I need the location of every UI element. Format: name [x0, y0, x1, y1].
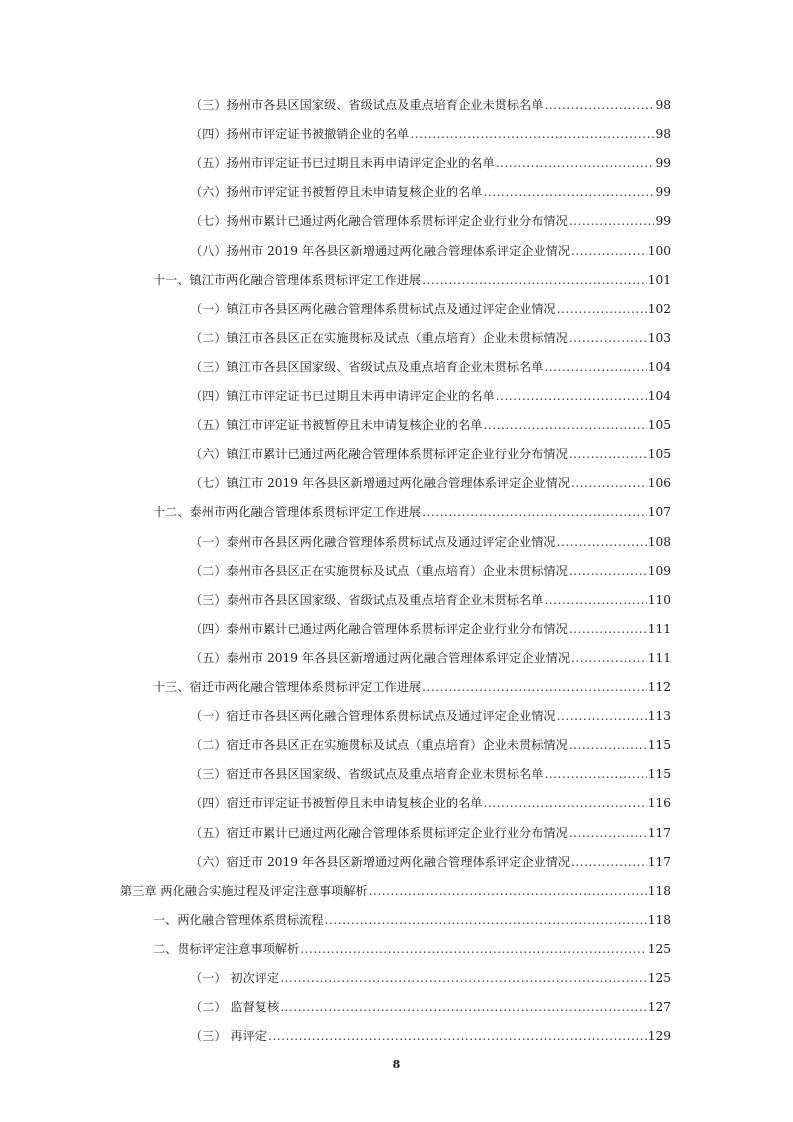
toc-entry-label: （四）泰州市累计已通过两化融合管理体系贯标评定企业行业分布情况 — [190, 621, 568, 636]
toc-entry-label: 一、两化融合管理体系贯标流程 — [153, 912, 324, 927]
toc-entry-label: （六）镇江市累计已通过两化融合管理体系贯标评定企业行业分布情况 — [190, 447, 568, 462]
toc-entry[interactable] — [190, 563, 671, 579]
toc-entry-page: 100 — [647, 243, 671, 258]
toc-leader-dots — [300, 941, 646, 957]
toc-entry-page: 115 — [647, 738, 671, 753]
toc-entry[interactable] — [190, 155, 671, 171]
toc-entry-label: 二、贯标评定注意事项解析 — [153, 941, 300, 956]
toc-entry-label: （一）镇江市各县区两化融合管理体系贯标试点及通过评定企业情况 — [190, 301, 556, 316]
toc-entry-page: 117 — [647, 854, 671, 869]
toc-leader-dots — [544, 766, 646, 782]
toc-entry[interactable] — [190, 184, 671, 200]
toc-entry-label: （六）宿迁市 2019 年各县区新增通过两化融合管理体系评定企业情况 — [190, 854, 571, 869]
toc-entry[interactable] — [190, 126, 671, 142]
toc-leader-dots — [557, 708, 647, 724]
toc-entry[interactable] — [120, 883, 671, 899]
toc-entry-page: 118 — [647, 883, 671, 898]
toc-entry-page: 125 — [647, 971, 671, 985]
toc-entry-page: 103 — [647, 330, 671, 345]
toc-leader-dots — [544, 359, 646, 375]
toc-leader-dots — [569, 621, 647, 637]
toc-leader-dots — [569, 213, 655, 229]
toc-leader-dots — [569, 737, 647, 753]
toc-leader-dots — [544, 97, 654, 113]
toc-entry[interactable] — [153, 912, 671, 928]
toc-entry-label: （三）宿迁市各县区国家级、省级试点及重点培育企业未贯标名单 — [190, 767, 544, 782]
toc-leader-dots — [410, 126, 654, 142]
toc-entry-label: （二）宿迁市各县区正在实施贯标及试点（重点培育）企业未贯标情况 — [190, 738, 568, 753]
toc-entry-page: 116 — [647, 796, 671, 811]
toc-entry-page: 98 — [655, 98, 671, 112]
toc-entry-label: 第三章 两化融合实施过程及评定注意事项解析 — [120, 883, 368, 898]
toc-leader-dots — [571, 650, 647, 666]
toc-entry[interactable] — [190, 359, 671, 375]
toc-entry-label: （五）泰州市 2019 年各县区新增通过两化融合管理体系评定企业情况 — [190, 650, 571, 665]
toc-entry[interactable] — [190, 854, 671, 870]
toc-leader-dots — [280, 970, 647, 986]
toc-entry[interactable] — [153, 941, 671, 957]
toc-entry-page: 129 — [647, 1029, 671, 1044]
toc-entry-label: （七）镇江市 2019 年各县区新增通过两化融合管理体系评定企业情况 — [190, 476, 571, 491]
toc-leader-dots — [369, 883, 647, 899]
toc-leader-dots — [268, 1028, 647, 1044]
toc-leader-dots — [325, 912, 647, 928]
toc-leader-dots — [571, 243, 647, 259]
toc-entry-label: （五）扬州市评定证书已过期且未再申请评定企业的名单 — [190, 156, 495, 171]
toc-entry-page: 111 — [647, 650, 671, 665]
toc-entry-label: （二） 监督复核 — [190, 1000, 280, 1015]
page-number: 8 — [392, 1058, 401, 1071]
toc-entry[interactable] — [190, 534, 671, 550]
toc-entry-label: 十二、泰州市两化融合管理体系贯标评定工作进展 — [153, 505, 422, 520]
toc-entry-label: （二）泰州市各县区正在实施贯标及试点（重点培育）企业未贯标情况 — [190, 563, 568, 578]
toc-entry-page: 106 — [647, 476, 671, 491]
toc-entry-page: 118 — [647, 912, 671, 927]
toc-entry-page: 109 — [647, 563, 671, 578]
toc-entry-label: （五）镇江市评定证书被暂停且未申请复核企业的名单 — [190, 418, 483, 433]
toc-entry-label: （三）镇江市各县区国家级、省级试点及重点培育企业未贯标名单 — [190, 359, 544, 374]
toc-leader-dots — [557, 534, 647, 550]
toc-entry-page: 115 — [647, 767, 671, 782]
toc-leader-dots — [557, 301, 647, 317]
toc-entry-page: 111 — [647, 621, 671, 636]
toc-entry[interactable] — [190, 301, 671, 317]
toc-entry-page: 107 — [647, 505, 671, 520]
toc-leader-dots — [569, 563, 647, 579]
toc-entry-label: （八）扬州市 2019 年各县区新增通过两化融合管理体系评定企业情况 — [190, 243, 571, 258]
toc-leader-dots — [569, 825, 647, 841]
toc-leader-dots — [422, 272, 647, 288]
toc-leader-dots — [422, 504, 647, 520]
toc-entry-label: （一）泰州市各县区两化融合管理体系贯标试点及通过评定企业情况 — [190, 534, 556, 549]
toc-leader-dots — [484, 795, 647, 811]
toc-entry-page: 108 — [647, 534, 671, 549]
toc-entry[interactable] — [153, 679, 671, 695]
toc-leader-dots — [484, 184, 655, 200]
toc-entry[interactable] — [190, 592, 671, 608]
toc-leader-dots — [280, 999, 647, 1015]
toc-entry-label: 十一、镇江市两化融合管理体系贯标评定工作进展 — [153, 272, 422, 287]
toc-entry[interactable] — [190, 970, 671, 986]
toc-entry[interactable] — [190, 388, 671, 404]
toc-entry-label: （四）宿迁市评定证书被暂停且未申请复核企业的名单 — [190, 796, 483, 811]
toc-entry-label: （三）扬州市各县区国家级、省级试点及重点培育企业未贯标名单 — [190, 98, 544, 112]
toc-entry-label: （七）扬州市累计已通过两化融合管理体系贯标评定企业行业分布情况 — [190, 214, 568, 229]
toc-entry[interactable] — [190, 97, 671, 113]
toc-leader-dots — [544, 592, 646, 608]
toc-entry-page: 117 — [647, 825, 671, 840]
toc-entry-page: 99 — [655, 214, 671, 229]
toc-entry[interactable] — [190, 330, 671, 346]
toc-entry[interactable] — [190, 621, 671, 637]
toc-entry-page: 104 — [647, 389, 671, 403]
toc-entry-page: 112 — [647, 680, 671, 694]
toc-entry-page: 113 — [647, 709, 671, 724]
toc-entry[interactable] — [190, 446, 671, 462]
toc-leader-dots — [569, 446, 647, 462]
toc-entry[interactable] — [190, 417, 671, 433]
toc-leader-dots — [484, 417, 647, 433]
toc-entry[interactable] — [190, 795, 671, 811]
toc-entry-label: （一） 初次评定 — [190, 971, 280, 985]
toc-leader-dots — [496, 155, 655, 171]
toc-entry-label: （三） 再评定 — [190, 1029, 267, 1044]
toc-entry-label: （三）泰州市各县区国家级、省级试点及重点培育企业未贯标名单 — [190, 592, 544, 607]
toc-entry[interactable] — [190, 475, 671, 491]
toc-leader-dots — [422, 679, 647, 695]
toc-entry-page: 102 — [647, 301, 671, 316]
toc-entry[interactable] — [190, 708, 671, 724]
toc-entry-page: 105 — [647, 418, 671, 433]
toc-entry-page: 127 — [647, 1000, 671, 1015]
toc-entry-page: 104 — [647, 359, 671, 374]
toc-entry-page: 105 — [647, 447, 671, 462]
toc-entry[interactable] — [190, 737, 671, 753]
toc-entry-page: 125 — [647, 941, 671, 956]
toc-entry-label: 十三、宿迁市两化融合管理体系贯标评定工作进展 — [153, 680, 422, 694]
toc-entry-label: （四）扬州市评定证书被撤销企业的名单 — [190, 127, 410, 142]
toc-entry-label: （五）宿迁市累计已通过两化融合管理体系贯标评定企业行业分布情况 — [190, 825, 568, 840]
toc-leader-dots — [571, 854, 647, 870]
toc-entry-page: 101 — [647, 272, 671, 287]
toc-entry-page: 99 — [655, 185, 671, 200]
toc-entry-page: 110 — [647, 592, 671, 607]
toc-entry[interactable] — [153, 504, 671, 520]
toc-leader-dots — [496, 388, 647, 404]
toc-entry-page: 98 — [655, 127, 671, 142]
toc-leader-dots — [571, 475, 647, 491]
toc-entry[interactable] — [190, 650, 671, 666]
toc-entry[interactable] — [153, 272, 671, 288]
toc-entry[interactable] — [190, 825, 671, 841]
toc-entry[interactable] — [190, 243, 671, 259]
toc-entry[interactable] — [190, 766, 671, 782]
toc-entry-label: （一）宿迁市各县区两化融合管理体系贯标试点及通过评定企业情况 — [190, 709, 556, 724]
toc-leader-dots — [569, 330, 647, 346]
toc-entry-label: （二）镇江市各县区正在实施贯标及试点（重点培育）企业未贯标情况 — [190, 330, 568, 345]
toc-entry-label: （六）扬州市评定证书被暂停且未申请复核企业的名单 — [190, 185, 483, 200]
toc-entry[interactable] — [190, 999, 671, 1015]
toc-entry-page: 99 — [655, 156, 671, 171]
toc-entry-label: （四）镇江市评定证书已过期且未再申请评定企业的名单 — [190, 389, 495, 403]
toc-entry[interactable] — [190, 1028, 671, 1044]
toc-entry[interactable] — [190, 213, 671, 229]
